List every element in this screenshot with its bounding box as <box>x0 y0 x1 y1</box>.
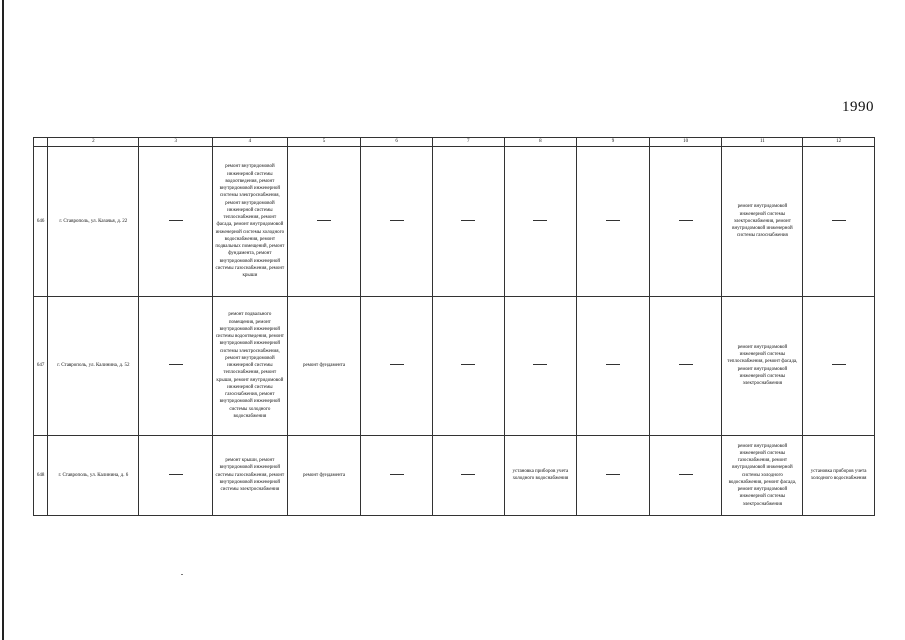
scan-left-edge <box>2 0 4 640</box>
empty-cell <box>577 296 650 435</box>
dash-mark <box>606 474 620 475</box>
table-row <box>34 296 875 435</box>
header-cell: 7 <box>432 138 504 147</box>
empty-cell <box>803 296 875 435</box>
header-cell: 10 <box>649 138 722 147</box>
empty-cell <box>577 147 650 297</box>
table-row <box>34 147 875 297</box>
dash-mark <box>679 474 693 475</box>
works-cell: установка приборов учета холодного водоснабжения <box>504 435 577 515</box>
dash-mark <box>169 474 183 475</box>
dash-mark <box>461 474 475 475</box>
empty-cell <box>432 435 504 515</box>
scan-speck <box>181 574 183 575</box>
works-cell: ремонт фундамента <box>287 435 361 515</box>
dash-mark <box>533 364 547 365</box>
dash-mark <box>461 220 475 221</box>
dash-mark <box>169 220 183 221</box>
address-cell: г. Ставрополь, ул. Калинина, д. 52 <box>48 296 139 435</box>
empty-cell <box>432 296 504 435</box>
dash-mark <box>169 364 183 365</box>
header-cell: 2 <box>48 138 139 147</box>
empty-cell <box>432 147 504 297</box>
empty-cell <box>649 296 722 435</box>
empty-cell <box>139 435 213 515</box>
dash-mark <box>832 364 846 365</box>
works-cell: ремонт фундамента <box>287 296 361 435</box>
empty-cell <box>504 147 577 297</box>
header-cell: 9 <box>577 138 650 147</box>
empty-cell <box>139 147 213 297</box>
header-cell: 8 <box>504 138 577 147</box>
dash-mark <box>533 220 547 221</box>
empty-cell <box>287 147 361 297</box>
empty-cell <box>361 296 433 435</box>
dash-mark <box>679 220 693 221</box>
table-row <box>34 435 875 515</box>
dash-mark <box>679 364 693 365</box>
empty-cell <box>649 435 722 515</box>
dash-mark <box>390 220 404 221</box>
empty-cell <box>139 296 213 435</box>
dash-mark <box>390 474 404 475</box>
header-cell: 4 <box>213 138 288 147</box>
empty-cell <box>504 296 577 435</box>
works-cell: ремонт внутридомовой инженерной системы водоотведения, ремонт внутридомовой инженерной системы электроснабжения, ремонт внутридомовой инженерной системы теплоснабжения, ремонт фасада, ремонт внутридомовой инженерной системы холодного водоснабжения, ремонт подвальных помещений, ремонт фундамента, ремонт внутридомовой инженерной системы газоснабжения, ремонт крыши <box>213 147 288 297</box>
header-cell: 11 <box>722 138 803 147</box>
works-cell: ремонт крыши, ремонт внутридомовой инженерной системы газоснабжения, ремонт внутридомовой инженерной системы электроснабжения <box>213 435 288 515</box>
empty-cell <box>577 435 650 515</box>
dash-mark <box>606 364 620 365</box>
dash-mark <box>317 220 331 221</box>
works-cell: ремонт подвального помещения, ремонт внутридомовой инженерной системы водоотведения, ремонт внутридомовой инженерной системы электроснабжения, ремонт внутридомовой инженерной системы теплоснабжения, ремонт крыши, ремонт внутридомовой инженерной системы газоснабжения, ремонт внутридомовой инженерной системы холодного водоснабжения <box>213 296 288 435</box>
header-cell: 5 <box>287 138 361 147</box>
header-cell <box>34 138 48 147</box>
works-cell: установка приборов учета холодного водоснабжения <box>803 435 875 515</box>
repair-schedule-table <box>33 137 875 516</box>
dash-mark <box>606 220 620 221</box>
header-cell: 12 <box>803 138 875 147</box>
empty-cell <box>803 147 875 297</box>
dash-mark <box>832 220 846 221</box>
works-cell: ремонт внутридомовой инженерной системы теплоснабжения, ремонт фасада, ремонт внутридомовой инженерной системы электроснабжения <box>722 296 803 435</box>
empty-cell <box>361 147 433 297</box>
header-cell: 3 <box>139 138 213 147</box>
row-number: 647 <box>34 296 48 435</box>
page-number: 1990 <box>842 99 874 115</box>
empty-cell <box>361 435 433 515</box>
works-cell: ремонт внутридомовой инженерной системы газоснабжения, ремонт внутридомовой инженерной системы холодного водоснабжения, ремонт фасада, ремонт внутридомовой инженерной системы электроснабжения <box>722 435 803 515</box>
header-row <box>34 138 875 147</box>
row-number: 648 <box>34 435 48 515</box>
works-cell: ремонт внутридомовой инженерной системы электроснабжения, ремонт внутридомовой инженерной системы газоснабжения <box>722 147 803 297</box>
row-number: 646 <box>34 147 48 297</box>
header-cell: 6 <box>361 138 433 147</box>
dash-mark <box>390 364 404 365</box>
address-cell: г. Ставрополь, ул. Казачья, д. 22 <box>48 147 139 297</box>
empty-cell <box>649 147 722 297</box>
address-cell: г. Ставрополь, ул. Калинина, д. 6 <box>48 435 139 515</box>
dash-mark <box>461 364 475 365</box>
